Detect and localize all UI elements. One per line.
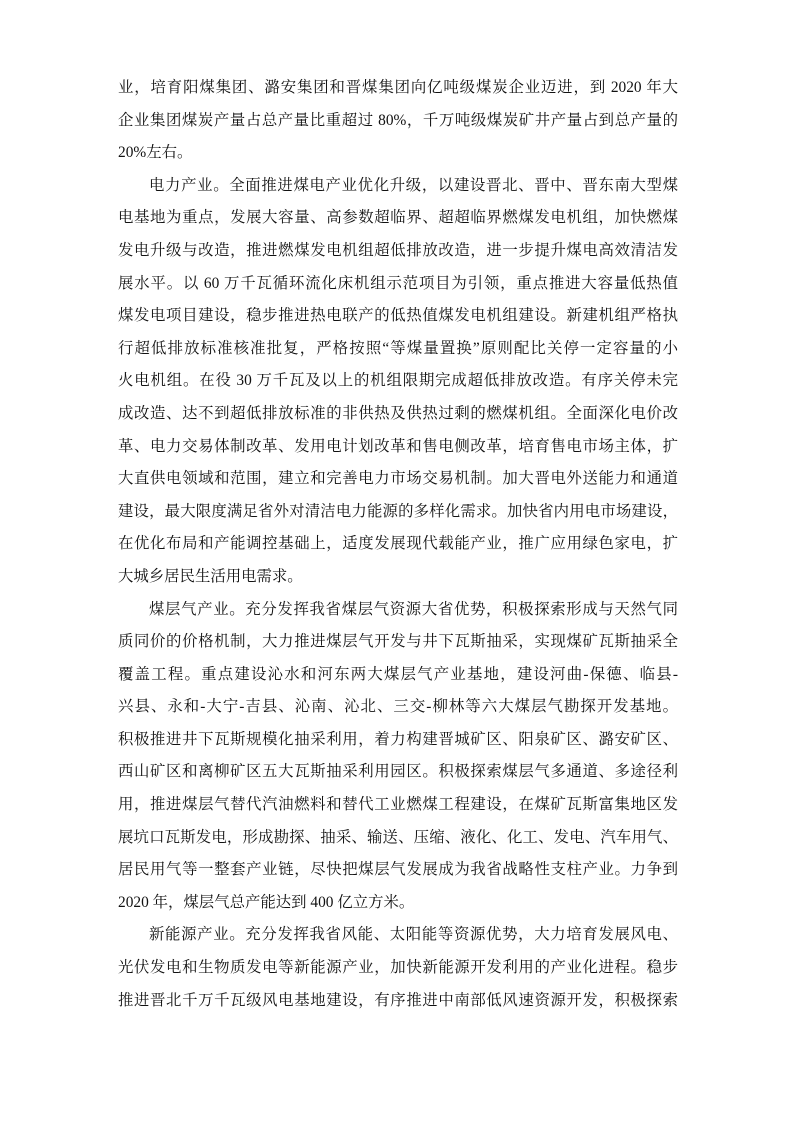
text-line: 建设，最大限度满足省外对清洁电力能源的多样化需求。加快省内用电市场建设， (118, 502, 678, 520)
paragraph-coal-industry-continued (118, 72, 678, 170)
text-line: 质同价的价格机制，大力推进煤层气开发与井下瓦斯抽采，实现煤矿瓦斯抽采全 (118, 633, 678, 651)
text-line: 2020 年，煤层气总产能达到 400 亿立方米。 (118, 893, 415, 911)
text-line: 20%左右。 (118, 144, 193, 162)
text-line: 兴县、永和-大宁-吉县、沁南、沁北、三交-柳林等六大煤层气勘探开发基地。 (118, 698, 678, 716)
text-line: 煤发电项目建设，稳步推进热电联产的低热值煤发电机组建设。新建机组严格执 (118, 307, 678, 325)
text-line: 业，培育阳煤集团、潞安集团和晋煤集团向亿吨级煤炭企业迈进，到 2020 年大 (118, 79, 678, 96)
text-line: 火电机组。在役 30 万千瓦及以上的机组限期完成超低排放改造。有序关停未完 (118, 372, 678, 390)
text-line: 企业集团煤炭产量占总产量比重超过 80%，千万吨级煤炭矿井产量占到总产量的 (118, 111, 678, 129)
text-line: 行超低排放标准核准批复，严格按照“等煤量置换”原则配比关停一定容量的小 (118, 339, 678, 357)
text-line: 成改造、达不到超低排放标准的非供热及供热过剩的燃煤机组。全面深化电价改 (118, 404, 678, 422)
paragraph-coalbed-methane-industry (118, 594, 678, 920)
text-line: 在优化布局和产能调控基础上，适度发展现代载能产业，推广应用绿色家电，扩 (118, 535, 678, 553)
text-line: 新能源产业。充分发挥我省风能、太阳能等资源优势，大力培育发展风电、 (149, 926, 678, 944)
text-line: 用，推进煤层气替代汽油燃料和替代工业燃煤工程建设，在煤矿瓦斯富集地区发 (118, 796, 678, 814)
text-line: 推进晋北千万千瓦级风电基地建设，有序推进中南部低风速资源开发，积极探索 (118, 991, 678, 1009)
text-line: 电基地为重点，发展大容量、高参数超临界、超超临界燃煤发电机组，加快燃煤 (118, 209, 678, 227)
body-text (118, 72, 678, 1017)
text-line: 煤层气产业。充分发挥我省煤层气资源大省优势，积极探索形成与天然气同 (149, 600, 678, 618)
text-line: 电力产业。全面推进煤电产业优化升级，以建设晋北、晋中、晋东南大型煤 (149, 176, 678, 194)
text-line: 西山矿区和离柳矿区五大瓦斯抽采利用园区。积极探索煤层气多通道、多途径利 (118, 763, 678, 781)
paragraph-power-industry (118, 170, 678, 594)
text-line: 积极推进井下瓦斯规模化抽采利用，着力构建晋城矿区、阳泉矿区、潞安矿区、 (118, 730, 678, 748)
text-line: 大直供电领域和范围，建立和完善电力市场交易机制。加大晋电外送能力和通道 (118, 470, 678, 488)
text-line: 展坑口瓦斯发电，形成勘探、抽采、输送、压缩、液化、化工、发电、汽车用气、 (118, 828, 678, 846)
text-line: 光伏发电和生物质发电等新能源产业，加快新能源开发利用的产业化进程。稳步 (118, 959, 678, 977)
text-line: 覆盖工程。重点建设沁水和河东两大煤层气产业基地，建设河曲-保德、临县- (118, 665, 678, 683)
text-line: 大城乡居民生活用电需求。 (118, 567, 303, 585)
text-line: 展水平。以 60 万千瓦循环流化床机组示范项目为引领，重点推进大容量低热值 (118, 274, 678, 292)
text-line: 居民用气等一整套产业链，尽快把煤层气发展成为我省战略性支柱产业。力争到 (118, 861, 678, 879)
text-line: 革、电力交易体制改革、发用电计划改革和售电侧改革，培育售电市场主体，扩 (118, 437, 678, 455)
paragraph-new-energy-industry (118, 919, 678, 1017)
text-line: 发电升级与改造，推进燃煤发电机组超低排放改造，进一步提升煤电高效清洁发 (118, 241, 678, 259)
